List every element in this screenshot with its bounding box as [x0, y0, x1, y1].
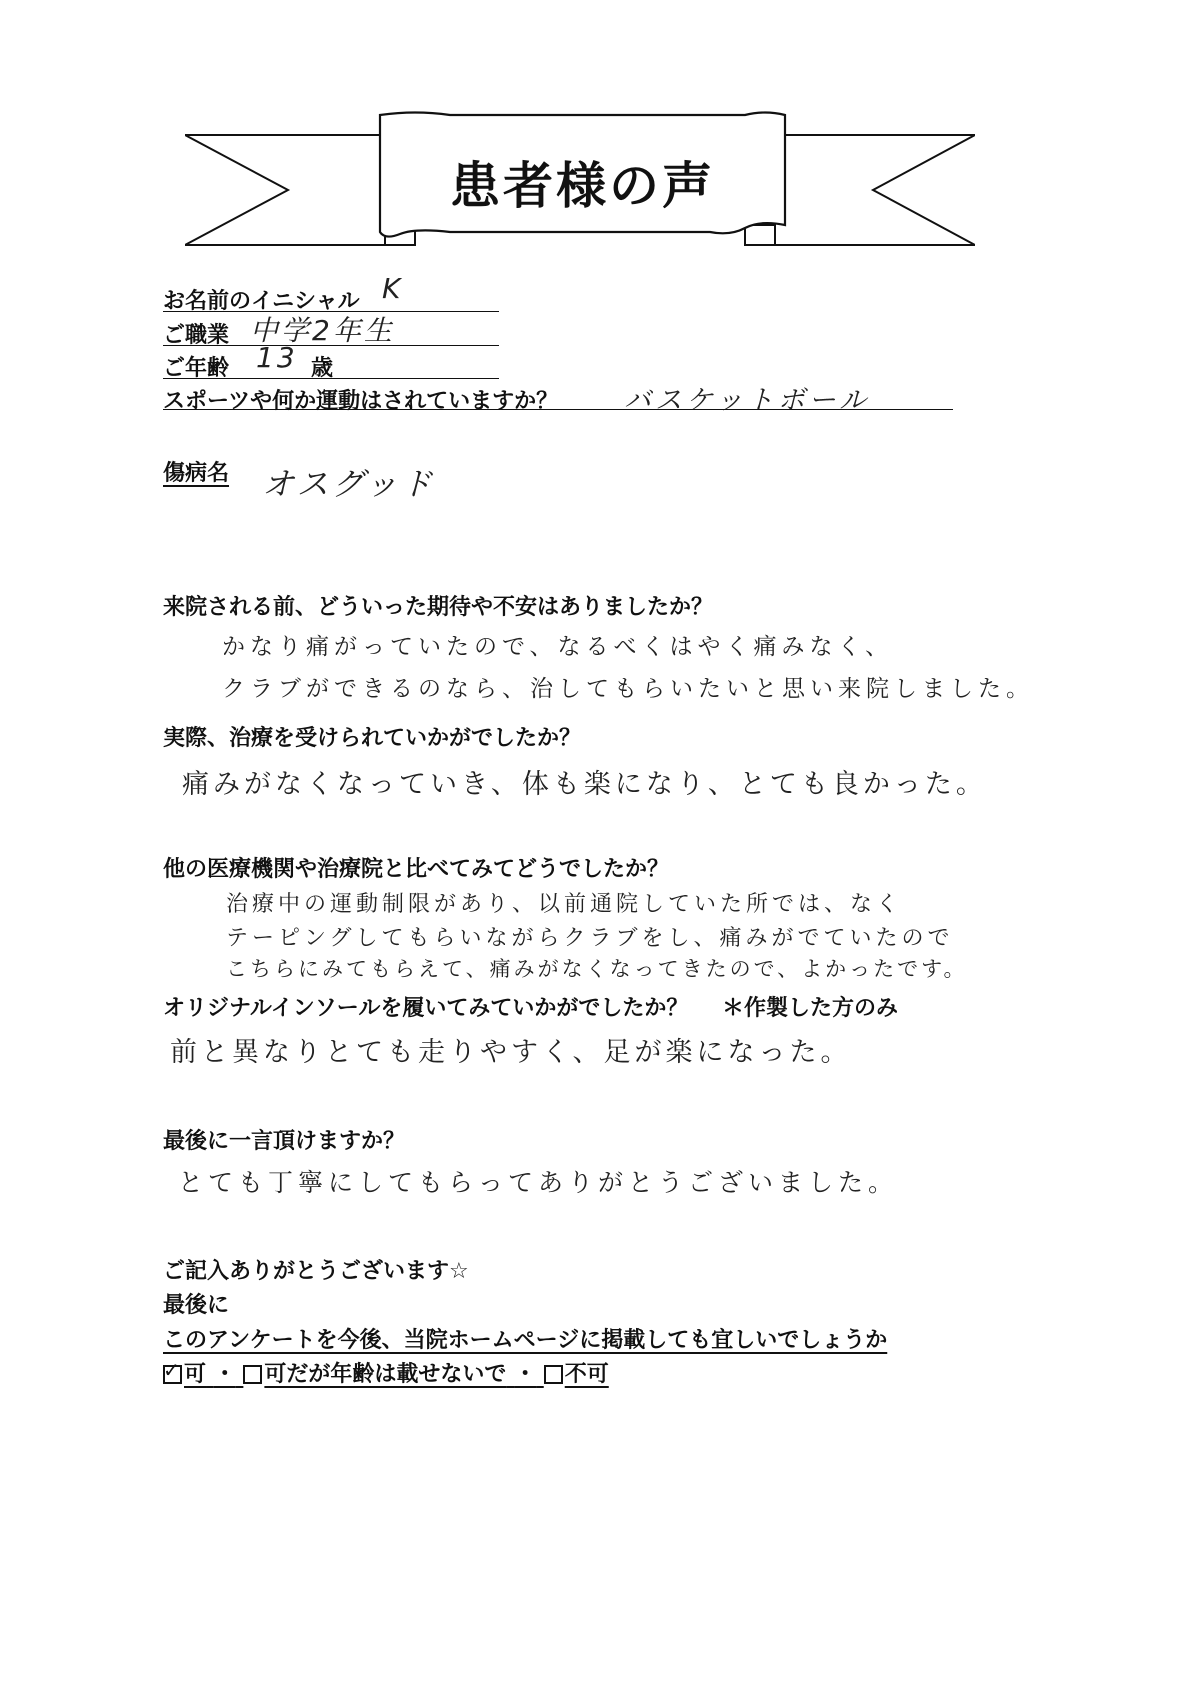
q4-answer-line-1: 前と異なりとても走りやすく、足が楽になった。	[170, 1037, 852, 1068]
age-rule	[163, 378, 499, 379]
permission-options	[163, 1357, 609, 1388]
option-separator: ・	[514, 1362, 537, 1387]
q3-label: 他の医療機関や治療院と比べてみてどうでしたか？	[163, 857, 670, 882]
option-allow-no-age-label: 可だが年齢は載せないで	[264, 1362, 507, 1387]
q5-answer-line-1: とても丁寧にしてもらってありがとうございました。	[178, 1168, 899, 1197]
q5-label: 最後に一言頂けますか？	[163, 1129, 406, 1154]
option-deny[interactable]	[536, 1362, 609, 1387]
checkmark-icon: ✓	[163, 1358, 180, 1382]
q4-note: ＊作製した方のみ	[722, 996, 899, 1021]
age-unit: 歳	[311, 356, 334, 381]
q1-label: 来院される前、どういった期待や不安はありましたか？	[163, 595, 714, 620]
q1-answer-line-1: かなり痛がっていたので、なるべくはやく痛みなく、	[222, 634, 894, 660]
q3-answer-line-2: テーピングしてもらいながらクラブをし、痛みがでていたので	[226, 926, 954, 951]
injury-value: オスグッド	[262, 465, 436, 503]
sport-rule	[163, 409, 953, 410]
thanks-text: ご記入ありがとうございます☆	[163, 1259, 469, 1284]
option-allow[interactable]	[163, 1358, 214, 1387]
option-separator: ・	[213, 1362, 236, 1387]
sport-value: バスケットボール	[624, 385, 871, 416]
permission-question: このアンケートを今後、当院ホームページに掲載しても宜しいでしょうか	[163, 1328, 888, 1353]
option-allow-no-age-checkbox[interactable]	[243, 1365, 262, 1384]
q3-answer-line-1: 治療中の運動制限があり、以前通院していた所では、なく	[226, 892, 903, 917]
occupation-label: ご職業	[163, 323, 230, 348]
q1-answer-line-2: クラブができるのなら、治してもらいたいと思い来院しました。	[222, 676, 1034, 702]
occupation-rule	[163, 345, 499, 346]
title-banner	[185, 110, 975, 270]
sport-label: スポーツや何か運動はされていますか？	[163, 389, 559, 414]
option-allow-no-age[interactable]	[236, 1362, 514, 1387]
option-deny-label: 不可	[564, 1362, 609, 1387]
injury-label: 傷病名	[163, 461, 230, 486]
initial-label: お名前のイニシャル	[163, 289, 360, 314]
initial-value: K	[382, 272, 404, 305]
occupation-value: 中学2年生	[250, 314, 395, 347]
q2-answer-line-1: 痛みがなくなっていき、体も楽になり、とても良かった。	[182, 769, 987, 800]
q4-label: オリジナルインソールを履いてみていかがでしたか？	[163, 996, 689, 1021]
option-allow-label: 可	[184, 1362, 207, 1387]
option-deny-checkbox[interactable]	[544, 1365, 563, 1384]
q2-label: 実際、治療を受けられていかがでしたか？	[163, 726, 582, 751]
page-title: 患者様の声	[450, 157, 715, 215]
age-value: 13	[256, 341, 298, 374]
age-label: ご年齢	[163, 356, 230, 381]
option-allow-checkbox[interactable]	[163, 1358, 182, 1384]
lastly-text: 最後に	[163, 1293, 230, 1318]
q3-answer-line-3: こちらにみてもらえて、痛みがなくなってきたので、よかったです。	[226, 957, 968, 981]
